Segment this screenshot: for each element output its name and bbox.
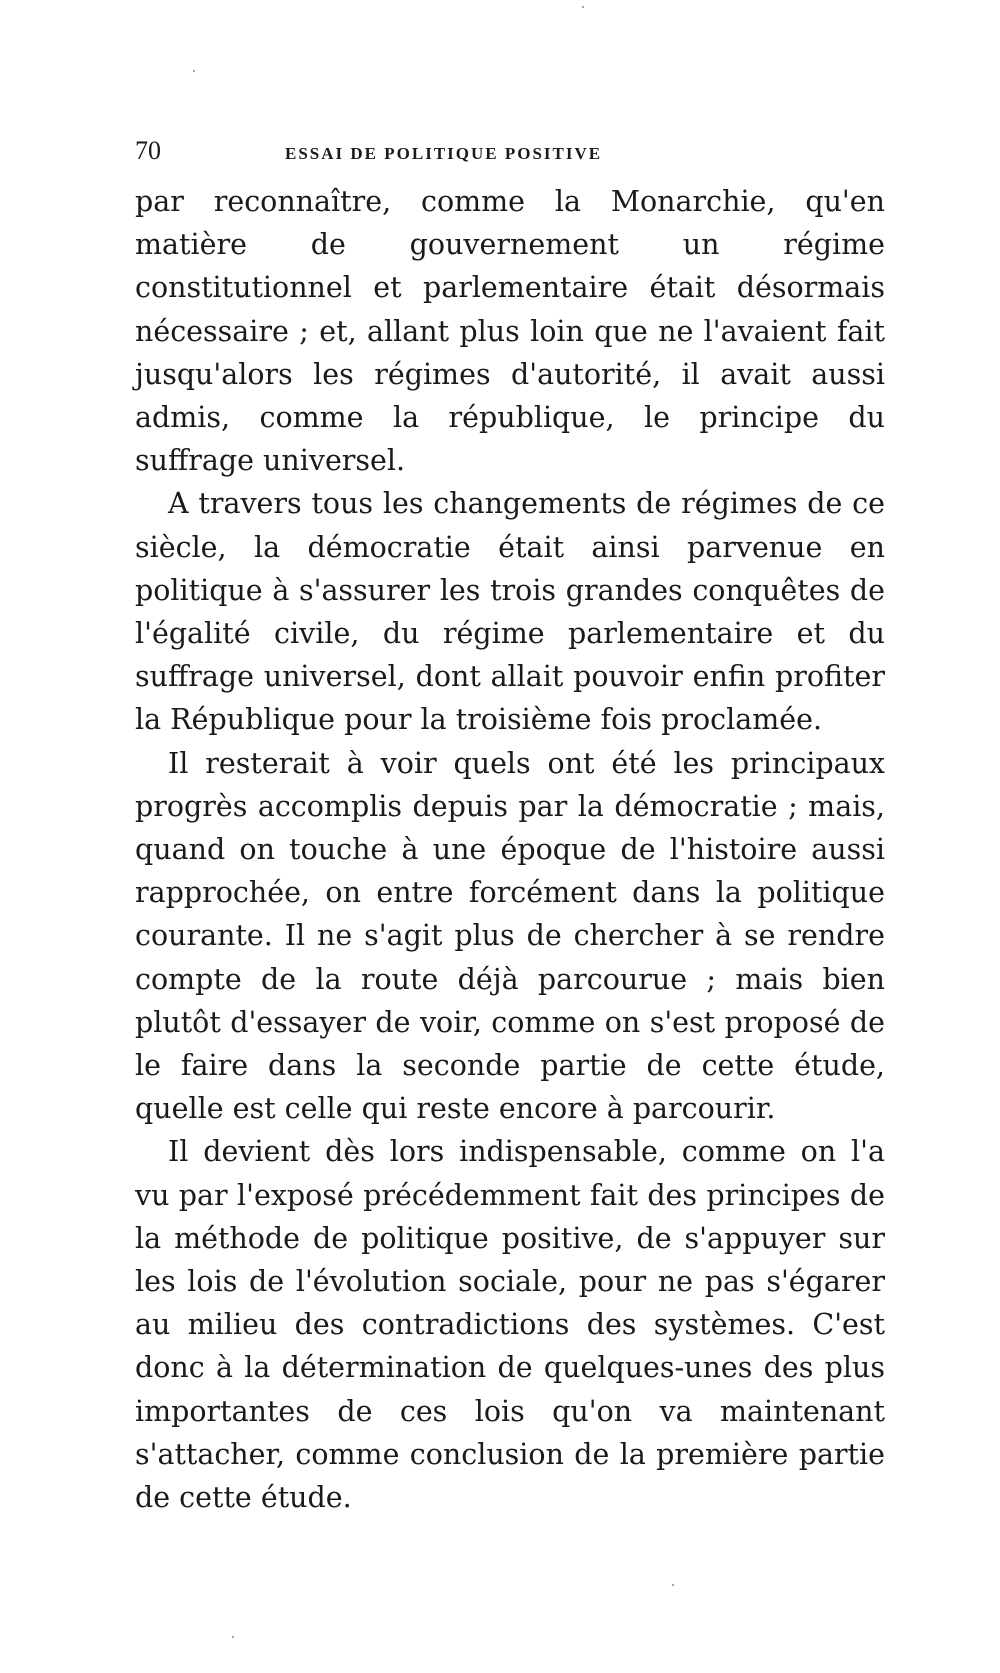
body-text <box>135 180 885 1519</box>
scan-speck <box>193 70 195 72</box>
scan-speck <box>232 1636 234 1638</box>
scan-speck <box>672 1584 674 1586</box>
running-title: ESSAI DE POLITIQUE POSITIVE <box>285 144 603 163</box>
page-header <box>135 136 715 176</box>
paragraph-2: A travers tous les changements de régimes de ce siècle, la démocratie était ainsi parvenue en politique à s'assurer les trois grandes conquêtes de l'égalité civile, du régime parlementaire et du suffrage universel, dont allait pouvoir enfin profiter la République pour la troisième fois proclamée. <box>135 487 885 737</box>
paragraph-1: par reconnaître, comme la Monarchie, qu'en matière de gouvernement un régime constitutionnel et parlementaire était désormais nécessaire ; et, allant plus loin que ne l'avaient fait jusqu'alors les régimes d'autorité, il avait aussi admis, comme la république, le principe du suffrage universel. <box>135 185 885 478</box>
paragraph-4: Il devient dès lors indispensable, comme on l'a vu par l'exposé précédemment fait des principes de la méthode de politique positive, de s'appuyer sur les lois de l'évolution sociale, pour ne pas s'égarer au milieu des contradictions des systèmes. C'est donc à la détermination de quelques-unes des plus importantes de ces lois qu'on va maintenant s'attacher, comme conclusion de la première partie de cette étude. <box>135 1135 885 1515</box>
scan-speck <box>582 6 584 8</box>
paragraph-3: Il resterait à voir quels ont été les principaux progrès accomplis depuis par la démocratie ; mais, quand on touche à une époque de l'histoire aussi rapprochée, on entre forcément dans la politique courante. Il ne s'agit plus de chercher à se rendre compte de la route déjà parcourue ; mais bien plutôt d'essayer de voir, comme on s'est proposé de le faire dans la seconde partie de cette étude, quelle est celle qui reste encore à parcourir. <box>135 746 885 1126</box>
page-number: 70 <box>135 136 161 165</box>
